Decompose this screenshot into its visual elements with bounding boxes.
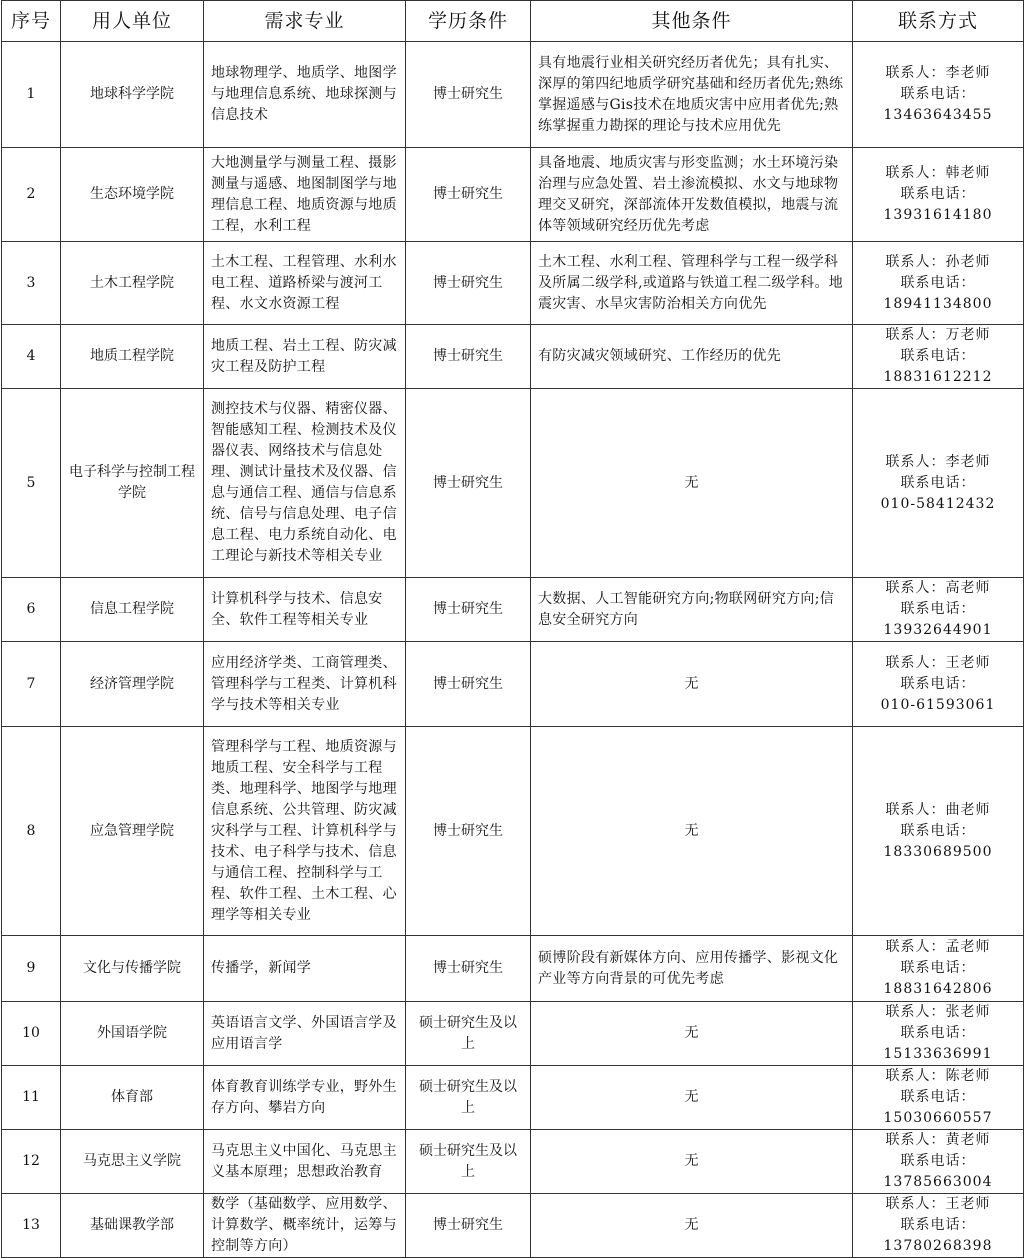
phone-number: 13463643455	[883, 107, 993, 123]
phone-number: 13780268398	[883, 1238, 993, 1254]
cell-contact	[853, 1194, 1024, 1258]
phone-number: 13785663004	[883, 1174, 993, 1190]
cell-major: 地球物理学、地质学、地图学与地理信息系统、地球探测与信息技术	[204, 42, 406, 148]
cell-contact	[853, 727, 1024, 936]
cell-contact	[853, 936, 1024, 1002]
phone-label: 联系电话：	[900, 274, 976, 291]
cell-major: 地质工程、岩土工程、防灾减灾工程及防护工程	[204, 325, 406, 389]
cell-unit: 文化与传播学院	[61, 936, 204, 1002]
phone-label: 联系电话：	[900, 1153, 976, 1169]
cell-unit: 地质工程学院	[61, 325, 204, 389]
cell-unit: 基础课教学部	[61, 1194, 204, 1258]
cell-unit: 生态环境学院	[61, 148, 204, 242]
cell-contact	[853, 148, 1024, 242]
cell-degree: 博士研究生	[406, 242, 531, 325]
cell-no: 8	[2, 727, 61, 936]
table-row	[2, 389, 1024, 578]
cell-degree: 博士研究生	[406, 148, 531, 242]
header-row	[2, 1, 1024, 42]
cell-major: 测控技术与仪器、精密仪器、智能感知工程、检测技术及仪器仪表、网络技术与信息处理、测试计量技术及仪器、信息与通信工程、通信与信息系统、信号与信息处理、电子信息工程、电力系统自动化、电工理论与新技术等相关专业	[204, 389, 406, 578]
cell-contact	[853, 1066, 1024, 1130]
cell-no: 2	[2, 148, 61, 242]
cell-unit: 体育部	[61, 1066, 204, 1130]
cell-other: 土木工程、水利工程、管理科学与工程一级学科及所属二级学科,或道路与铁道工程二级学科。地震灾害、水旱灾害防治相关方向优先	[531, 242, 853, 325]
table-row	[2, 1002, 1024, 1066]
cell-other: 无	[531, 1194, 853, 1258]
cell-other: 无	[531, 1066, 853, 1130]
cell-other: 硕博阶段有新媒体方向、应用传播学、影视文化产业等方向背景的可优先考虑	[531, 936, 853, 1002]
phone-number: 18330689500	[883, 843, 993, 860]
contact-person: 联系人：曲老师	[885, 801, 991, 818]
phone-number: 010-58412432	[880, 495, 996, 512]
contact-person: 联系人：王老师	[885, 1196, 991, 1212]
table-row	[2, 642, 1024, 727]
cell-unit: 电子科学与控制工程学院	[61, 389, 204, 578]
table-row	[2, 936, 1024, 1002]
cell-contact	[853, 1002, 1024, 1066]
table-row	[2, 578, 1024, 642]
contact-person: 联系人：李老师	[885, 65, 991, 81]
cell-major: 体育教育训练学专业，野外生存方向、攀岩方向	[204, 1066, 406, 1130]
cell-no: 1	[2, 42, 61, 148]
cell-degree: 硕士研究生及以上	[406, 1066, 531, 1130]
cell-degree: 博士研究生	[406, 936, 531, 1002]
phone-label: 联系电话：	[900, 86, 976, 102]
phone-number: 13932644901	[883, 622, 993, 638]
cell-major: 土木工程、工程管理、水利水电工程、道路桥梁与渡河工程、水文水资源工程	[204, 242, 406, 325]
cell-other: 无	[531, 389, 853, 578]
cell-unit: 地球科学学院	[61, 42, 204, 148]
cell-degree: 博士研究生	[406, 42, 531, 148]
header-contact: 联系方式	[853, 1, 1024, 42]
cell-contact	[853, 389, 1024, 578]
cell-degree: 硕士研究生及以上	[406, 1130, 531, 1194]
cell-unit: 信息工程学院	[61, 578, 204, 642]
cell-major: 应用经济学类、工商管理类、管理科学与工程类、计算机科学与技术等相关专业	[204, 642, 406, 727]
cell-no: 11	[2, 1066, 61, 1130]
header-major: 需求专业	[204, 1, 406, 42]
cell-major: 大地测量学与测量工程、摄影测量与遥感、地图制图学与地理信息工程、地质资源与地质工程，水利工程	[204, 148, 406, 242]
phone-number: 13931614180	[883, 207, 993, 223]
cell-unit: 马克思主义学院	[61, 1130, 204, 1194]
cell-no: 5	[2, 389, 61, 578]
phone-number: 18831612212	[883, 369, 993, 385]
cell-other: 无	[531, 727, 853, 936]
table-row	[2, 242, 1024, 325]
cell-degree: 博士研究生	[406, 1194, 531, 1258]
phone-number: 15030660557	[883, 1110, 993, 1126]
table-row	[2, 1130, 1024, 1194]
cell-degree: 博士研究生	[406, 642, 531, 727]
cell-unit: 经济管理学院	[61, 642, 204, 727]
table-row	[2, 42, 1024, 148]
contact-person: 联系人：张老师	[885, 1004, 991, 1020]
header-other: 其他条件	[531, 1, 853, 42]
phone-number: 15133636991	[883, 1046, 993, 1062]
cell-other: 大数据、人工智能研究方向;物联网研究方向;信息安全研究方向	[531, 578, 853, 642]
contact-person: 联系人：黄老师	[885, 1132, 991, 1148]
cell-other: 有防灾减灾领域研究、工作经历的优先	[531, 325, 853, 389]
cell-no: 4	[2, 325, 61, 389]
cell-major: 英语语言文学、外国语言学及应用语言学	[204, 1002, 406, 1066]
cell-degree: 博士研究生	[406, 325, 531, 389]
cell-major: 管理科学与工程、地质资源与地质工程、安全科学与工程类、地理科学、地图学与地理信息系统、公共管理、防灾减灾科学与工程、计算机科学与技术、电子科学与技术、信息与通信工程、控制科学与工程、软件工程、土木工程、心理学等相关专业	[204, 727, 406, 936]
cell-contact	[853, 1130, 1024, 1194]
cell-contact	[853, 325, 1024, 389]
cell-unit: 外国语学院	[61, 1002, 204, 1066]
phone-number: 010-61593061	[880, 696, 996, 713]
cell-other: 无	[531, 1130, 853, 1194]
recruitment-table	[1, 0, 1024, 1258]
contact-person: 联系人：陈老师	[885, 1068, 991, 1084]
contact-person: 联系人：孙老师	[885, 253, 991, 270]
cell-contact	[853, 242, 1024, 325]
table-row	[2, 325, 1024, 389]
cell-major: 数学（基础数学、应用数学、计算数学、概率统计，运筹与控制等方向）	[204, 1194, 406, 1258]
cell-no: 12	[2, 1130, 61, 1194]
cell-other: 无	[531, 1002, 853, 1066]
phone-label: 联系电话：	[900, 601, 976, 617]
table-row	[2, 727, 1024, 936]
cell-contact	[853, 42, 1024, 148]
contact-person: 联系人：高老师	[885, 580, 991, 596]
contact-person: 联系人：李老师	[885, 453, 991, 470]
cell-degree: 博士研究生	[406, 389, 531, 578]
contact-person: 联系人：孟老师	[885, 939, 991, 955]
table-row	[2, 1194, 1024, 1258]
table-row	[2, 1066, 1024, 1130]
cell-major: 计算机科学与技术、信息安全、软件工程等相关专业	[204, 578, 406, 642]
contact-person: 联系人：万老师	[885, 327, 991, 343]
phone-number: 18831642806	[883, 981, 993, 997]
cell-major: 传播学，新闻学	[204, 936, 406, 1002]
header-no: 序号	[2, 1, 61, 42]
contact-person: 联系人：王老师	[885, 654, 991, 671]
cell-no: 6	[2, 578, 61, 642]
cell-contact	[853, 642, 1024, 727]
cell-degree: 硕士研究生及以上	[406, 1002, 531, 1066]
phone-label: 联系电话：	[900, 474, 976, 491]
cell-unit: 应急管理学院	[61, 727, 204, 936]
phone-label: 联系电话：	[900, 822, 976, 839]
cell-major: 马克思主义中国化、马克思主义基本原理；思想政治教育	[204, 1130, 406, 1194]
phone-label: 联系电话：	[900, 348, 976, 364]
cell-other: 具有地震行业相关研究经历者优先；具有扎实、深厚的第四纪地质学研究基础和经历者优先;熟练掌握遥感与Gis技术在地质灾害中应用者优先;熟练掌握重力勘探的理论与技术应用优先	[531, 42, 853, 148]
cell-degree: 博士研究生	[406, 727, 531, 936]
table-row	[2, 148, 1024, 242]
cell-no: 13	[2, 1194, 61, 1258]
cell-other: 无	[531, 642, 853, 727]
cell-no: 3	[2, 242, 61, 325]
phone-label: 联系电话：	[900, 1025, 976, 1041]
phone-label: 联系电话：	[900, 675, 976, 692]
cell-no: 10	[2, 1002, 61, 1066]
header-degree: 学历条件	[406, 1, 531, 42]
phone-label: 联系电话：	[900, 186, 976, 202]
cell-unit: 土木工程学院	[61, 242, 204, 325]
phone-label: 联系电话：	[900, 960, 976, 976]
cell-no: 7	[2, 642, 61, 727]
cell-contact	[853, 578, 1024, 642]
cell-no: 9	[2, 936, 61, 1002]
contact-person: 联系人：韩老师	[885, 165, 991, 181]
cell-degree: 博士研究生	[406, 578, 531, 642]
phone-number: 18941134800	[883, 295, 993, 312]
phone-label: 联系电话：	[900, 1089, 976, 1105]
cell-other: 具备地震、地质灾害与形变监测；水土环境污染治理与应急处置、岩土渗流模拟、水文与地球物理交叉研究，深部流体开发数值模拟，地震与流体等领域研究经历优先考虑	[531, 148, 853, 242]
header-unit: 用人单位	[61, 1, 204, 42]
phone-label: 联系电话：	[900, 1217, 976, 1233]
